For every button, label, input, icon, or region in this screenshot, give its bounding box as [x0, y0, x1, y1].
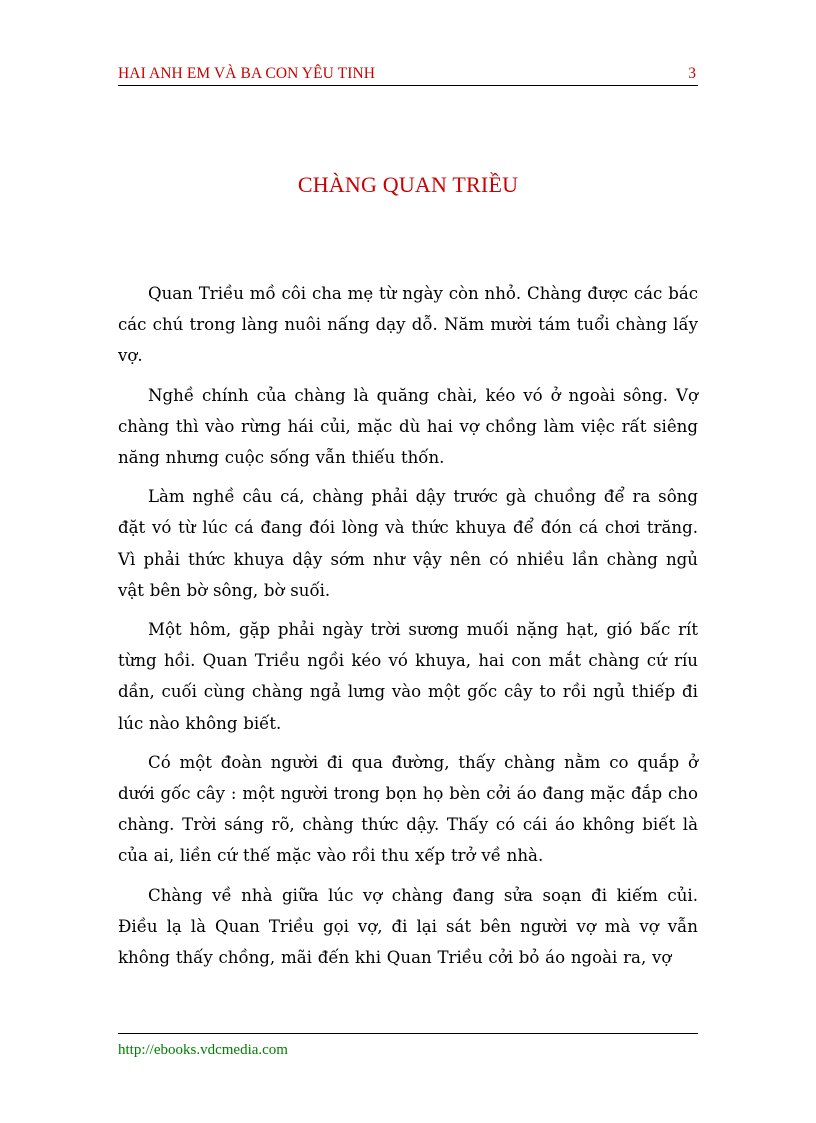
footer-link[interactable]: http://ebooks.vdcmedia.com	[118, 1042, 288, 1058]
running-header	[118, 63, 698, 86]
paragraph: Quan Triều mồ côi cha mẹ từ ngày còn nhỏ. Chàng được các bác các chú trong làng nuôi nấng dạy dỗ. Năm mười tám tuổi chàng lấy vợ.	[118, 284, 698, 366]
footer-divider	[118, 1033, 698, 1034]
paragraph: Nghề chính của chàng là quăng chài, kéo vó ở ngoài sông. Vợ chàng thì vào rừng hái củi, mặc dù hai vợ chồng làm việc rất siêng năng nhưng cuộc sống vẫn thiếu thốn.	[118, 385, 698, 468]
paragraph: Làm nghề câu cá, chàng phải dậy trước gà chuồng để ra sông đặt vó từ lúc cá đang đói lòng và thức khuya để đón cá chơi trăng. Vì phải thức khuya dậy sớm như vậy nên có nhiều lần chàng ngủ vật bên bờ sông, bờ suối.	[118, 487, 698, 600]
chapter-title: CHÀNG QUAN TRIỀU	[297, 172, 519, 197]
paragraph: Một hôm, gặp phải ngày trời sương muối nặng hạt, gió bấc rít từng hồi. Quan Triều ngồi kéo vó khuya, hai con mắt chàng cứ ríu dần, cuối cùng chàng ngả lưng vào một gốc cây to rồi ngủ thiếp đi lúc nào không biết.	[118, 620, 698, 733]
paragraph: Có một đoàn người đi qua đường, thấy chàng nằm co quắp ở dưới gốc cây : một người trong bọn họ bèn cởi áo đang mặc đắp cho chàng. Trời sáng rõ, chàng thức dậy. Thấy có cái áo không biết là của ai, liền cứ thế mặc vào rồi thu xếp trở về nhà.	[118, 752, 698, 866]
page-number: 3	[688, 65, 696, 82]
paragraph: Chàng về nhà giữa lúc vợ chàng đang sửa soạn đi kiếm củi. Điều lạ là Quan Triều gọi vợ, đi lại sát bên người vợ mà vợ vẫn không thấy chồng, mãi đến khi Quan Triều cởi bỏ áo ngoài ra, vợ	[118, 885, 698, 968]
body-text	[118, 278, 698, 981]
book-title: HAI ANH EM VÀ BA CON YÊU TINH	[118, 65, 376, 82]
